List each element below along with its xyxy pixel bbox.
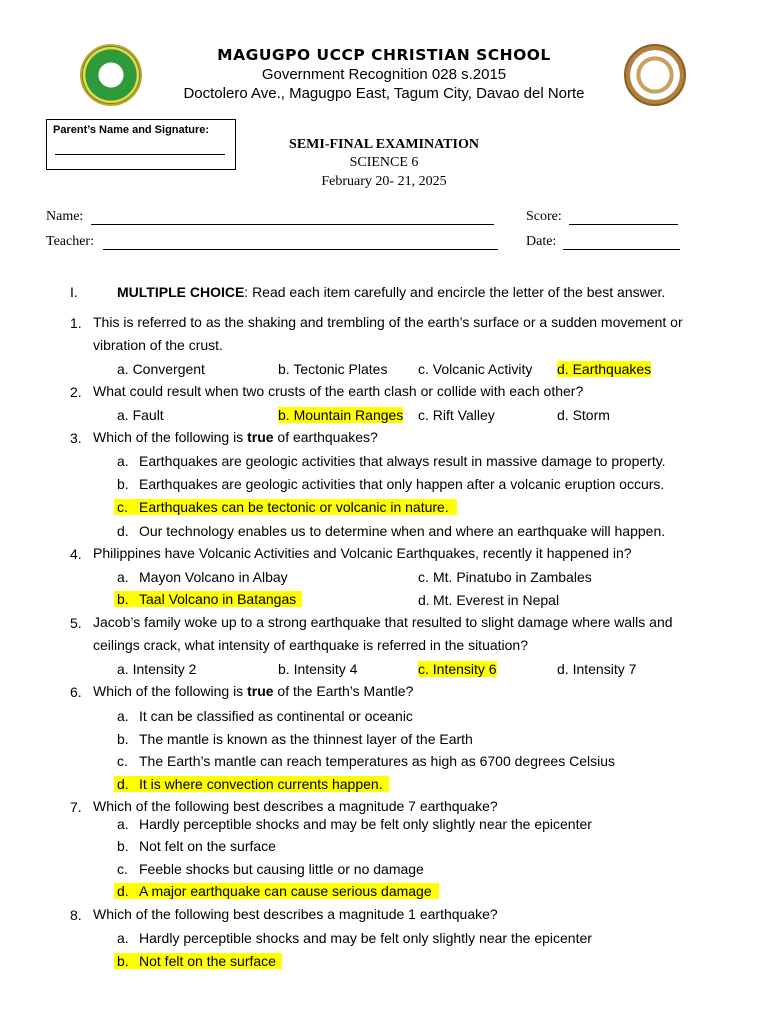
option-letter[interactable]: d. (418, 592, 430, 608)
government-recognition: Government Recognition 028 s.2015 (261, 66, 507, 83)
option-letter[interactable]: a. (117, 816, 129, 832)
option-letter: b. (117, 591, 129, 607)
question-line: of earthquakes? (273, 429, 378, 445)
option[interactable]: The Earth’s mantle can reach temperatures as high as 6700 degrees Celsius (139, 753, 616, 769)
option-correct[interactable] (114, 883, 439, 899)
option[interactable]: Mt. Everest in Nepal (433, 592, 560, 608)
option-correct[interactable] (114, 591, 302, 607)
question-line: Which of the following is (93, 429, 248, 445)
question-text (93, 426, 703, 449)
question-line: vibration of the crust. (93, 337, 223, 353)
option[interactable]: Feeble shocks but causing little or no damage (139, 861, 424, 877)
exam-date: February 20- 21, 2025 (321, 174, 447, 189)
option-letter: b. (117, 953, 129, 969)
school-address: Doctolero Ave., Magugpo East, Tagum City, Davao del Norte (183, 85, 585, 102)
exam-subject: SCIENCE 6 (349, 155, 419, 170)
date-line[interactable] (563, 249, 680, 250)
option-correct[interactable] (114, 776, 389, 792)
school-name: MAGUGPO UCCP CHRISTIAN SCHOOL (217, 46, 551, 64)
question-number: 8. (70, 907, 82, 923)
question-number: 2. (70, 384, 82, 400)
question-number: 3. (70, 430, 82, 446)
option[interactable]: d. Intensity 7 (557, 661, 637, 677)
option[interactable]: It can be classified as continental or oceanic (139, 708, 413, 724)
option-letter: d. (117, 776, 129, 792)
option[interactable]: c. Volcanic Activity (418, 361, 533, 377)
question-text: What could result when two crusts of the earth clash or collide with each other? (93, 383, 584, 399)
option[interactable]: Earthquakes are geologic activities that only happen after a volcanic eruption occurs. (139, 476, 665, 492)
option-correct[interactable] (114, 953, 282, 969)
question-emphasis: true (247, 429, 274, 445)
option-letter[interactable]: c. (418, 569, 429, 585)
option-correct[interactable]: d. Earthquakes (557, 361, 652, 377)
teacher-line[interactable] (103, 249, 498, 250)
option-correct[interactable] (114, 499, 457, 515)
teacher-label: Teacher: (46, 234, 94, 249)
question-text (93, 680, 703, 703)
parent-signature-label: Parent’s Name and Signature: (53, 124, 210, 136)
question-text: Which of the following best describes a magnitude 7 earthquake? (93, 798, 498, 814)
option-letter[interactable]: a. (117, 569, 129, 585)
option-letter: c. (117, 499, 128, 515)
option-letter[interactable]: a. (117, 930, 129, 946)
option-text: It is where convection currents happen. (139, 776, 383, 792)
question-line: ceilings crack, what intensity of earthquake is referred in the situation? (93, 637, 529, 653)
exam-title: SEMI-FINAL EXAMINATION (289, 137, 479, 152)
question-text: Philippines have Volcanic Activities and Volcanic Earthquakes, recently it happened in? (93, 545, 632, 561)
option[interactable]: The mantle is known as the thinnest layer of the Earth (139, 731, 473, 747)
option-letter[interactable]: a. (117, 453, 129, 469)
option[interactable]: c. Rift Valley (418, 407, 495, 423)
option[interactable]: Hardly perceptible shocks and may be felt only slightly near the epicenter (139, 930, 592, 946)
option[interactable]: a. Convergent (117, 361, 205, 377)
name-label: Name: (46, 209, 84, 224)
question-emphasis: true (247, 683, 274, 699)
option-letter[interactable]: d. (117, 523, 129, 539)
score-label: Score: (526, 209, 562, 224)
option-text: Taal Volcano in Batangas (139, 591, 297, 607)
question-number: 5. (70, 615, 82, 631)
option[interactable]: Earthquakes are geologic activities that always result in massive damage to property. (139, 453, 666, 469)
option[interactable]: d. Storm (557, 407, 610, 423)
question-number: 1. (70, 315, 82, 331)
question-line: Which of the following is (93, 683, 248, 699)
question-line: This is referred to as the shaking and trembling of the earth’s surface or a sudden movement or (93, 314, 683, 330)
option-letter[interactable]: b. (117, 838, 129, 854)
question-number: 6. (70, 684, 82, 700)
question-number: 7. (70, 799, 82, 815)
question-text (93, 611, 703, 657)
date-label: Date: (526, 234, 557, 249)
option-letter: d. (117, 883, 129, 899)
section-instruction: : Read each item carefully and encircle the letter of the best answer. (244, 284, 666, 300)
section-heading (117, 284, 665, 300)
option[interactable]: a. Fault (117, 407, 164, 423)
question-text: Which of the following best describes a magnitude 1 earthquake? (93, 906, 498, 922)
section-title: MULTIPLE CHOICE (117, 284, 245, 300)
option[interactable]: Mayon Volcano in Albay (139, 569, 288, 585)
option[interactable]: a. Intensity 2 (117, 661, 197, 677)
section-number: I. (70, 284, 78, 300)
option-text: Not felt on the surface (139, 953, 276, 969)
option-letter[interactable]: c. (117, 753, 128, 769)
option[interactable]: Hardly perceptible shocks and may be felt only slightly near the epicenter (139, 816, 592, 832)
option-letter[interactable]: b. (117, 731, 129, 747)
question-text (93, 311, 703, 357)
option[interactable]: Not felt on the surface (139, 838, 276, 854)
option[interactable]: Mt. Pinatubo in Zambales (433, 569, 592, 585)
score-line[interactable] (569, 224, 678, 225)
question-line: of the Earth’s Mantle? (273, 683, 414, 699)
question-line: Jacob’s family woke up to a strong earthquake that resulted to slight damage where walls and (93, 614, 673, 630)
option-correct[interactable]: b. Mountain Ranges (278, 407, 404, 423)
option[interactable]: b. Tectonic Plates (278, 361, 388, 377)
option-correct[interactable]: c. Intensity 6 (418, 661, 497, 677)
option-letter[interactable]: a. (117, 708, 129, 724)
option-text: A major earthquake can cause serious damage (139, 883, 432, 899)
option-letter[interactable]: b. (117, 476, 129, 492)
option[interactable]: b. Intensity 4 (278, 661, 358, 677)
option-letter[interactable]: c. (117, 861, 128, 877)
option-text: Earthquakes can be tectonic or volcanic in nature. (139, 499, 449, 515)
option[interactable]: Our technology enables us to determine when and where an earthquake will happen. (139, 523, 666, 539)
name-line[interactable] (91, 224, 494, 225)
question-number: 4. (70, 546, 82, 562)
